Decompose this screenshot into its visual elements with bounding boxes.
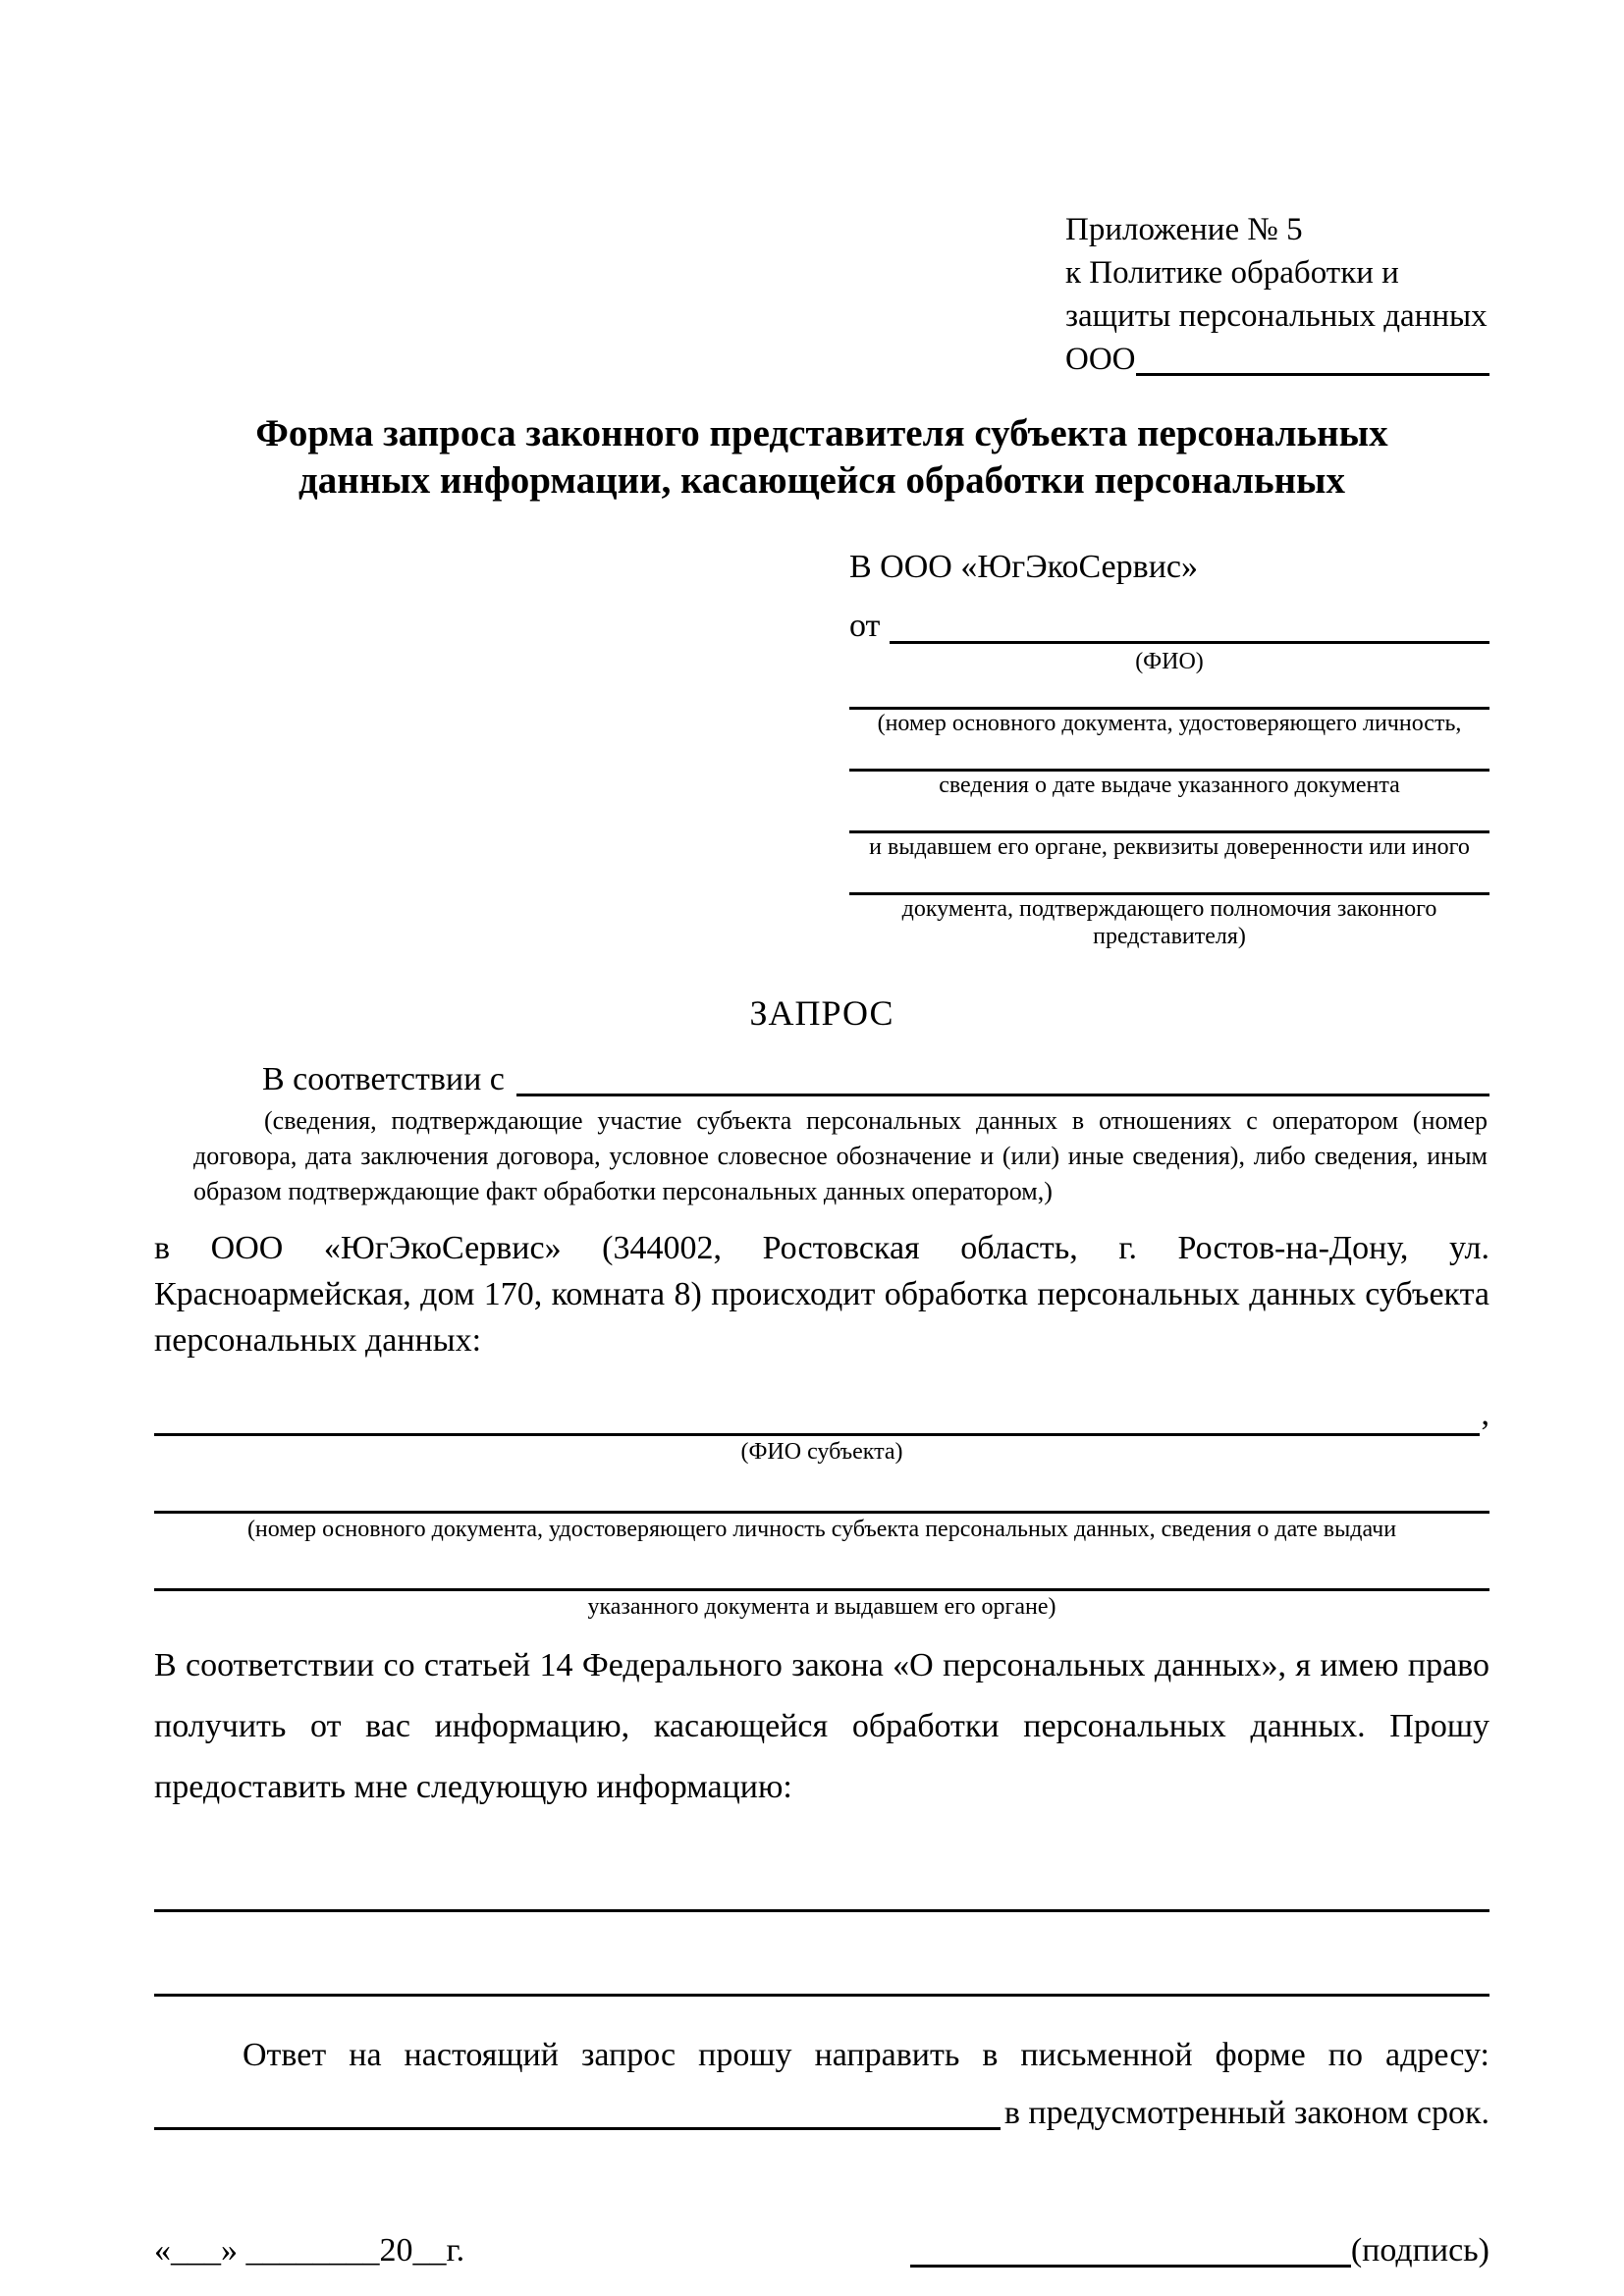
subject-fio-blank-line (154, 1403, 1480, 1436)
signature-blank-line (910, 2234, 1351, 2268)
document-title-line1: Форма запроса законного представителя субъекта персональных (255, 412, 1388, 454)
doc-authority-caption: и выдавшем его органе, реквизиты доверенности или иного (869, 833, 1470, 860)
appendix-number: Приложение № 5 (1065, 212, 1303, 247)
ooo-blank-line (1136, 344, 1490, 376)
document-title (154, 410, 1489, 505)
doc-number-blank-line (849, 684, 1489, 710)
footer-row (154, 2229, 1489, 2272)
accordance-row (154, 1058, 1489, 1101)
signature-caption: (подпись) (1350, 2231, 1489, 2269)
doc-number-caption: (номер основного документа, удостоверяющего личность, (877, 711, 1462, 737)
addressee-to: В ООО «ЮгЭкоСервис» (849, 549, 1198, 585)
fio-caption: (ФИО) (1135, 649, 1204, 675)
info-blank-line-2 (154, 1967, 1489, 1997)
appendix-policy-line2: защиты персональных данных (1065, 298, 1488, 334)
accordance-blank-line (516, 1063, 1489, 1096)
doc-issue-date-blank-line (849, 746, 1489, 772)
subject-doc-authority-caption: указанного документа и выдавшем его органе) (587, 1593, 1056, 1620)
answer-tail: в предусмотренный законом срок. (1003, 2094, 1489, 2131)
ooo-label: ООО (1065, 342, 1136, 377)
answer-address-row (154, 2092, 1489, 2135)
document-title-line2: данных информации, касающейся обработки персональных (298, 459, 1345, 502)
date-line: «___» ________20__г. (154, 2231, 465, 2269)
subject-doc-caption: (номер основного документа, удостоверяющего личность субъекта персональных данных, сведения о дате выдачи (246, 1517, 1397, 1543)
subject-fio-caption: (ФИО субъекта) (740, 1439, 903, 1466)
answer-address-blank-line (154, 2097, 1001, 2130)
accordance-caption: (сведения, подтверждающие участие субъекта персональных данных в отношениях с оператором (номер договора, дата заключения договора, условное словесное обозначение и (или) иные сведения), либо сведения, иным образом подтверждающие факт обработки персональных данных оператором,) (193, 1106, 1488, 1206)
accordance-lead: В соответствии с (262, 1060, 505, 1097)
doc-issue-date-caption: сведения о дате выдаче указанного документа (939, 772, 1400, 798)
subject-fio-row (154, 1393, 1489, 1436)
info-blank-line-1 (154, 1883, 1489, 1912)
from-label: от (849, 608, 881, 645)
appendix-policy-line: к Политике обработки и (1065, 255, 1399, 291)
appendix-block (1065, 208, 1489, 381)
doc-powers-caption: документа, подтверждающего полномочия законного представителя) (901, 895, 1437, 950)
appendix-ooo-row (1065, 338, 1489, 381)
subject-doc-authority-blank-line (154, 1562, 1489, 1591)
addressee-from-row (849, 605, 1489, 648)
law-paragraph: В соответствии со статьей 14 Федерального закона «О персональных данных», я имею право получить от вас информацию, касающейся обработки персональных данных. Прошу предоставить мне следующую информацию: (154, 1646, 1489, 1805)
signature-block (910, 2229, 1489, 2272)
from-blank-line (890, 611, 1489, 644)
addressee-block (849, 546, 1489, 951)
doc-powers-blank-line (849, 870, 1489, 895)
subject-doc-blank-line (154, 1484, 1489, 1514)
subject-fio-comma: , (1481, 1396, 1489, 1433)
operator-paragraph: в ООО «ЮгЭкоСервис» (344002, Ростовская область, г. Ростов-на-Дону, ул. Красноармейская, дом 170, комната 8) происходит обработка персональных данных субъекта персональных данных: (154, 1230, 1489, 1360)
request-heading: ЗАПРОС (749, 993, 894, 1034)
doc-authority-blank-line (849, 808, 1489, 833)
answer-paragraph: Ответ на настоящий запрос прошу направить в письменной форме по адресу: (243, 2036, 1489, 2073)
